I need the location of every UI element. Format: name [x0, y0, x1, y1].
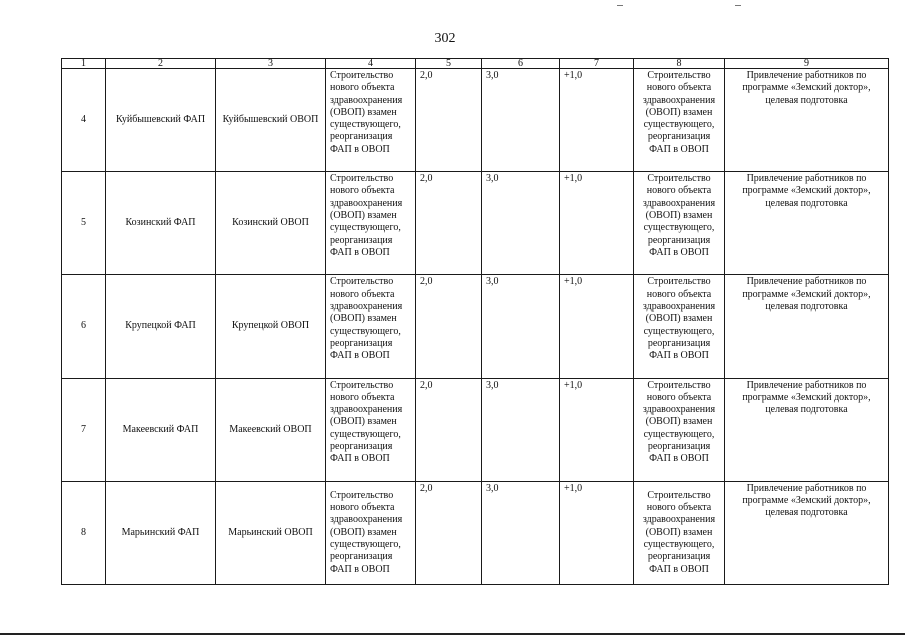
table-row — [62, 275, 889, 378]
description-cell: Строительство нового объекта здравоохранения (ОВОП) взамен существующего, реорганизация ФАП в ОВОП — [326, 481, 416, 584]
column-header: 8 — [634, 59, 725, 69]
row-number-cell: 7 — [62, 378, 106, 481]
column-header: 2 — [106, 59, 216, 69]
description-cell: Строительство нового объекта здравоохранения (ОВОП) взамен существующего, реорганизация ФАП в ОВОП — [326, 275, 416, 378]
scan-edge-line — [0, 633, 905, 635]
value-col6-cell: 3,0 — [482, 275, 560, 378]
value-col6-cell: 3,0 — [482, 481, 560, 584]
action-cell: Строительство нового объекта здравоохранения (ОВОП) взамен существующего, реорганизация ФАП в ОВОП — [634, 481, 725, 584]
value-col7-cell: +1,0 — [560, 69, 634, 172]
value-col5-cell: 2,0 — [416, 275, 482, 378]
staffing-measure-cell: Привлечение работников по программе «Земский доктор», целевая подготовка — [725, 378, 889, 481]
action-cell: Строительство нового объекта здравоохранения (ОВОП) взамен существующего, реорганизация ФАП в ОВОП — [634, 69, 725, 172]
staffing-measure-cell: Привлечение работников по программе «Земский доктор», целевая подготовка — [725, 172, 889, 275]
description-cell: Строительство нового объекта здравоохранения (ОВОП) взамен существующего, реорганизация ФАП в ОВОП — [326, 172, 416, 275]
value-col5-cell: 2,0 — [416, 378, 482, 481]
row-number-cell: 6 — [62, 275, 106, 378]
row-number-cell: 5 — [62, 172, 106, 275]
measures-table — [61, 58, 889, 585]
value-col5-cell: 2,0 — [416, 69, 482, 172]
new-object-cell: Крупецкой ОВОП — [216, 275, 326, 378]
staffing-measure-cell: Привлечение работников по программе «Земский доктор», целевая подготовка — [725, 481, 889, 584]
action-cell: Строительство нового объекта здравоохранения (ОВОП) взамен существующего, реорганизация ФАП в ОВОП — [634, 378, 725, 481]
header-row — [62, 59, 889, 69]
value-col6-cell: 3,0 — [482, 378, 560, 481]
column-header: 6 — [482, 59, 560, 69]
action-cell: Строительство нового объекта здравоохранения (ОВОП) взамен существующего, реорганизация ФАП в ОВОП — [634, 275, 725, 378]
table-row — [62, 172, 889, 275]
description-cell: Строительство нового объекта здравоохранения (ОВОП) взамен существующего, реорганизация ФАП в ОВОП — [326, 69, 416, 172]
staffing-measure-cell: Привлечение работников по программе «Земский доктор», целевая подготовка — [725, 275, 889, 378]
column-header: 1 — [62, 59, 106, 69]
staffing-measure-cell: Привлечение работников по программе «Земский доктор», целевая подготовка — [725, 69, 889, 172]
row-number-cell: 8 — [62, 481, 106, 584]
new-object-cell: Козинский ОВОП — [216, 172, 326, 275]
table-row — [62, 481, 889, 584]
value-col5-cell: 2,0 — [416, 481, 482, 584]
column-header: 3 — [216, 59, 326, 69]
column-header: 7 — [560, 59, 634, 69]
new-object-cell: Марьинский ОВОП — [216, 481, 326, 584]
column-header: 4 — [326, 59, 416, 69]
column-header: 5 — [416, 59, 482, 69]
row-number-cell: 4 — [62, 69, 106, 172]
value-col7-cell: +1,0 — [560, 378, 634, 481]
new-object-cell: Куйбышевский ОВОП — [216, 69, 326, 172]
new-object-cell: Макеевский ОВОП — [216, 378, 326, 481]
action-cell: Строительство нового объекта здравоохранения (ОВОП) взамен существующего, реорганизация ФАП в ОВОП — [634, 172, 725, 275]
value-col7-cell: +1,0 — [560, 172, 634, 275]
scan-artifact — [617, 5, 623, 6]
value-col7-cell: +1,0 — [560, 275, 634, 378]
column-header: 9 — [725, 59, 889, 69]
fap-name-cell: Куйбышевский ФАП — [106, 69, 216, 172]
table-row — [62, 69, 889, 172]
scan-artifact — [735, 5, 741, 6]
page-number: 302 — [434, 31, 456, 46]
table-row — [62, 378, 889, 481]
fap-name-cell: Макеевский ФАП — [106, 378, 216, 481]
value-col7-cell: +1,0 — [560, 481, 634, 584]
fap-name-cell: Марьинский ФАП — [106, 481, 216, 584]
value-col6-cell: 3,0 — [482, 69, 560, 172]
value-col5-cell: 2,0 — [416, 172, 482, 275]
fap-name-cell: Козинский ФАП — [106, 172, 216, 275]
value-col6-cell: 3,0 — [482, 172, 560, 275]
description-cell: Строительство нового объекта здравоохранения (ОВОП) взамен существующего, реорганизация ФАП в ОВОП — [326, 378, 416, 481]
fap-name-cell: Крупецкой ФАП — [106, 275, 216, 378]
